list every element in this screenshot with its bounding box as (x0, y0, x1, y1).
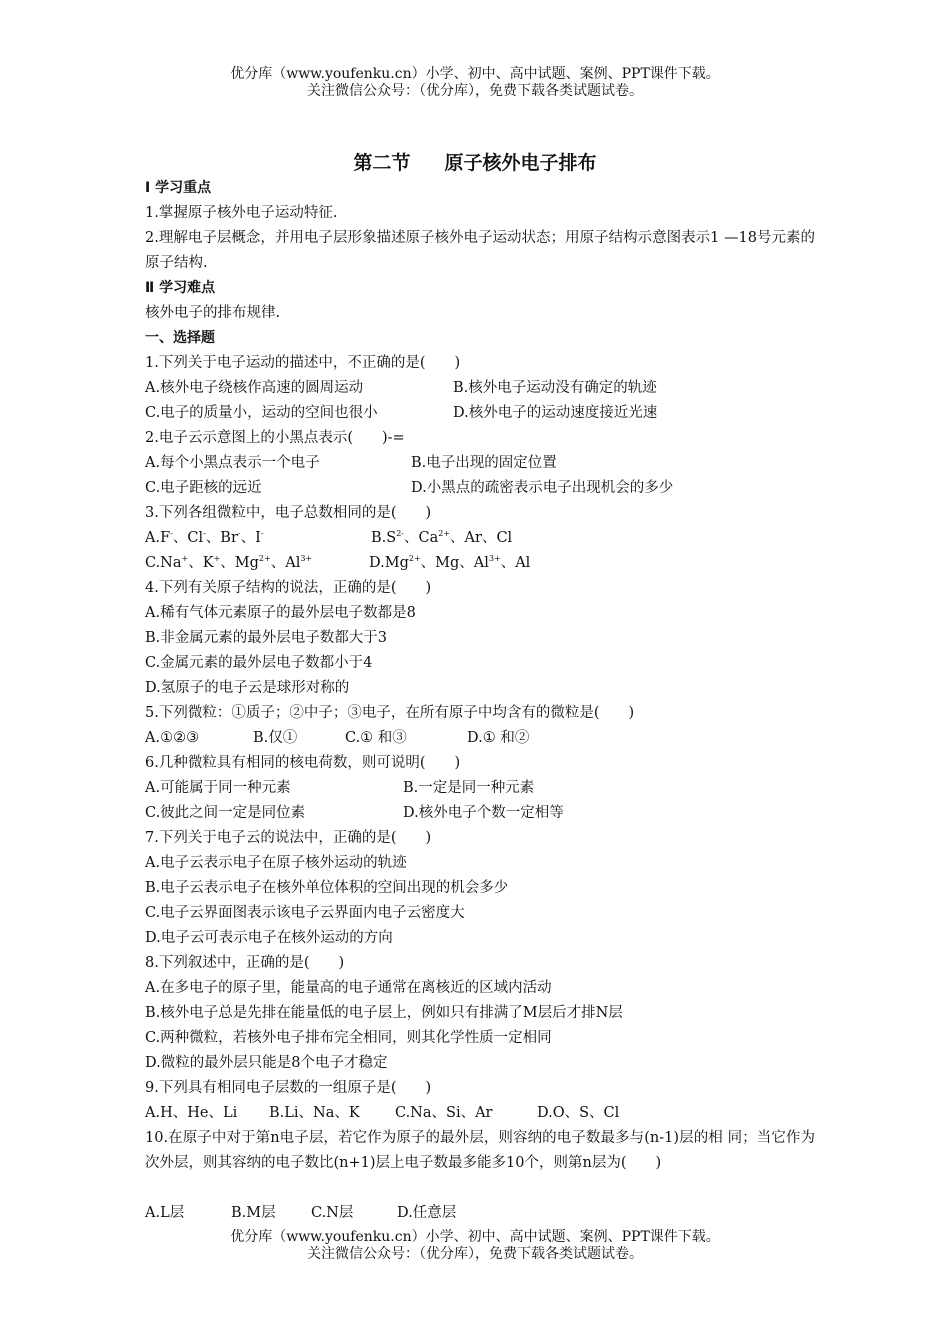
q2-option-c: C.电子距核的远近 (145, 480, 262, 496)
q8-option-b: B.核外电子总是先排在能量低的电子层上，例如只有排满了M层后才排N层 (145, 1005, 623, 1021)
focus-item-1: 1.掌握原子核外电子运动特征. (145, 205, 338, 221)
q6-options-row-1 (145, 776, 815, 801)
q3-options-row-1 (145, 526, 815, 551)
section-heading: 一、选择题 (145, 330, 215, 346)
header-line-1: 优分库（www.youfenku.cn）小学、初中、高中试题、案例、PPT课件下载。 (230, 66, 720, 82)
document-body (145, 176, 815, 1226)
q1-options-row-2 (145, 401, 815, 426)
q10-option-c: C.N层 (311, 1205, 354, 1221)
q9-options-row (145, 1101, 815, 1126)
page-title (0, 148, 950, 175)
difficulty-heading: Ⅱ 学习难点 (145, 280, 216, 296)
q1-option-c: C.电子的质量小，运动的空间也很小 (145, 405, 378, 421)
q6-options-row-2 (145, 801, 815, 826)
q8-stem: 8.下列叙述中，正确的是( ) (145, 955, 345, 971)
q9-option-d: D.O、S、Cl (537, 1105, 620, 1121)
q2-stem: 2.电子云示意图上的小黑点表示( )-= (145, 430, 405, 446)
q3-option-d: $D.Mg^{2+}$、Mg、$Al^{3+}$、Al (369, 554, 531, 571)
q3-options-row-2 (145, 551, 815, 576)
focus-item-2: 2.理解电子层概念，并用电子层形象描述原子核外电子运动状态；用原子结构示意图表示1 —18号元素的原子结构. (145, 230, 815, 271)
q1-option-a: A.核外电子绕核作高速的圆周运动 (145, 380, 364, 396)
title-section: 第二节 (353, 152, 411, 174)
q9-stem: 9.下列具有相同电子层数的一组原子是( ) (145, 1080, 432, 1096)
q3-option-c: C.Na+、K+、$Mg^{2+}$、$Al^{3+}$ (145, 554, 313, 571)
footer-line-2: 关注微信公众号：（优分库），免费下载各类试题试卷。 (307, 1246, 643, 1262)
q10-option-b: B.M层 (231, 1205, 276, 1221)
difficulty-text: 核外电子的排布规律. (145, 305, 281, 321)
q2-option-a: A.每个小黑点表示一个电子 (145, 455, 320, 471)
q7-option-a: A.电子云表示电子在原子核外运动的轨迹 (145, 855, 407, 871)
q6-option-c: C.彼此之间一定是同位素 (145, 805, 306, 821)
q6-option-d: D.核外电子个数一定相等 (403, 805, 564, 821)
q5-option-b: B.仅① (253, 730, 298, 746)
q4-option-c: C.金属元素的最外层电子数都小于4 (145, 655, 373, 671)
q9-option-a: A.H、He、Li (145, 1105, 238, 1121)
q7-option-c: C.电子云界面图表示该电子云界面内电子云密度大 (145, 905, 465, 921)
focus-heading: Ⅰ 学习重点 (145, 180, 212, 196)
q8-option-d: D.微粒的最外层只能是8个电子才稳定 (145, 1055, 388, 1071)
q1-option-b: B.核外电子运动没有确定的轨迹 (453, 380, 657, 396)
q2-options-row-2 (145, 476, 815, 501)
q1-options-row-1 (145, 376, 815, 401)
q3-stem: 3.下列各组微粒中，电子总数相同的是( ) (145, 505, 432, 521)
q3-option-a: A.F-、Cl-、Br-、I- (145, 529, 264, 546)
q4-option-a: A.稀有气体元素原子的最外层电子数都是8 (145, 605, 416, 621)
title-name: 原子核外电子排布 (444, 152, 597, 174)
page-footer (0, 1229, 950, 1263)
q7-option-d: D.电子云可表示电子在核外运动的方向 (145, 930, 393, 946)
q1-stem: 1.下列关于电子运动的描述中，不正确的是( ) (145, 355, 461, 371)
q6-option-b: B.一定是同一种元素 (403, 780, 535, 796)
q7-option-b: B.电子云表示电子在核外单位体积的空间出现的机会多少 (145, 880, 509, 896)
q1-option-d: D.核外电子的运动速度接近光速 (453, 405, 658, 421)
q4-option-b: B.非金属元素的最外层电子数都大于3 (145, 630, 387, 646)
q10-options-row (145, 1201, 815, 1226)
q5-options-row (145, 726, 815, 751)
header-line-2: 关注微信公众号：（优分库），免费下载各类试题试卷。 (307, 83, 643, 99)
q10-option-a: A.L层 (145, 1205, 185, 1221)
q8-option-a: A.在多电子的原子里，能量高的电子通常在离核近的区域内活动 (145, 980, 552, 996)
q4-option-d: D.氢原子的电子云是球形对称的 (145, 680, 350, 696)
page-header (0, 66, 950, 100)
q4-stem: 4.下列有关原子结构的说法，正确的是( ) (145, 580, 432, 596)
q5-option-c: C.① 和③ (345, 730, 407, 746)
q8-option-c: C.两种微粒，若核外电子排布完全相同，则其化学性质一定相同 (145, 1030, 552, 1046)
q9-option-b: B.Li、Na、K (269, 1105, 360, 1121)
q5-stem: 5.下列微粒：①质子；②中子；③电子，在所有原子中均含有的微粒是( ) (145, 705, 635, 721)
q7-stem: 7.下列关于电子云的说法中，正确的是( ) (145, 830, 432, 846)
q2-option-d: D.小黑点的疏密表示电子出现机会的多少 (411, 480, 674, 496)
q5-option-a: A.①②③ (145, 730, 200, 746)
q10-stem: 10.在原子中对于第n电子层，若它作为原子的最外层，则容纳的电子数最多与(n-1)层的相 同；当它作为次外层，则其容纳的电子数比(n+1)层上电子数最多能多10个，则第n层为( ) (145, 1130, 815, 1171)
q2-options-row-1 (145, 451, 815, 476)
q6-stem: 6.几种微粒具有相同的核电荷数，则可说明( ) (145, 755, 461, 771)
q5-option-d: D.① 和② (467, 730, 530, 746)
q3-option-b: $B.S^{2-}$、$Ca^{2+}$、Ar、Cl (371, 529, 513, 546)
q2-option-b: B.电子出现的固定位置 (411, 455, 557, 471)
q9-option-c: C.Na、Si、Ar (395, 1105, 493, 1121)
q10-option-d: D.任意层 (397, 1205, 457, 1221)
q6-option-a: A.可能属于同一种元素 (145, 780, 291, 796)
footer-line-1: 优分库（www.youfenku.cn）小学、初中、高中试题、案例、PPT课件下载。 (230, 1229, 720, 1245)
